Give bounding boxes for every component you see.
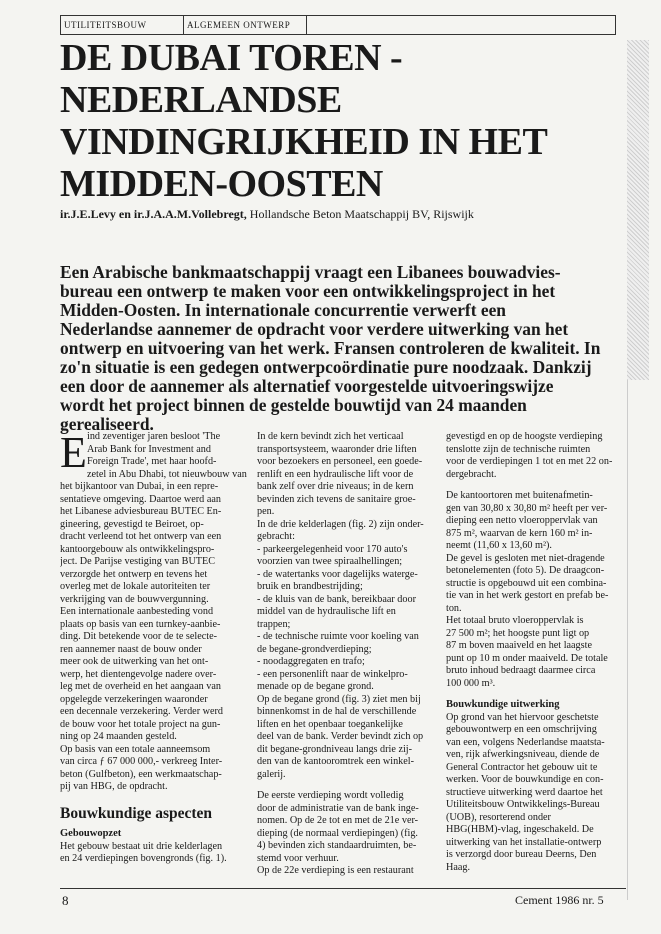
- text-line: sentatieve omgeving. Daartoe werd aan: [60, 493, 221, 505]
- text-line: overleg met de lokale autoriteiten ter: [60, 581, 211, 592]
- text-line: kantoorgebouw als ontwikkelingspro-: [60, 543, 215, 555]
- text-line: trappen;: [257, 618, 291, 630]
- text-line: pen.: [257, 506, 275, 517]
- text-line: 100 000 m³.: [446, 677, 496, 689]
- text-line: galerij.: [257, 768, 286, 780]
- text-line: punt op 10 m onder maaiveld. De totale: [446, 652, 608, 664]
- column-1: [60, 428, 247, 866]
- text-line: menade op de begane grond.: [257, 681, 374, 692]
- text-line: gebracht:: [257, 531, 295, 542]
- text-line: plaats op basis van een turnkey-aanbie-: [60, 618, 221, 630]
- section-heading: Bouwkundige aspecten: [60, 804, 213, 822]
- article-title: [60, 37, 620, 205]
- text-line: de begane-grondverdieping;: [257, 643, 372, 655]
- lead-paragraph: [60, 263, 626, 434]
- tab-algemeen-ontwerp: ALGEMEEN ONTWERP: [184, 16, 307, 34]
- text-line: dieping een netto vloeroppervlak van: [446, 515, 598, 526]
- text-line: 87 m boven maaiveld en het laagste: [446, 640, 592, 651]
- text-line: liften en het openbaar toegankelijke: [257, 718, 403, 730]
- lead-line: gerealiseerd.: [60, 414, 154, 434]
- text-line: pij van HBG, de opdracht.: [60, 781, 168, 792]
- text-line: ton.: [446, 602, 462, 614]
- text-line: de bouw voor het totale project na gun-: [60, 718, 221, 730]
- text-line: ding. Dit betekende voor de te selecte-: [60, 631, 217, 642]
- text-line: van circa ƒ 67 000 000,- verkreeg Inter-: [60, 756, 223, 767]
- text-line: dieping (de normaal verdiepingen) (fig.: [257, 827, 418, 839]
- text-line: het Libanese adviesbureau BUTEC En-: [60, 506, 222, 517]
- text-line: bruik en brandbestrijding;: [257, 581, 363, 592]
- text-line: voorzien van twee spiraalhellingen;: [257, 556, 403, 567]
- column-2-paragraph-2: [257, 790, 437, 878]
- text-line: 4) bevinden zich standaardruimten, be-: [257, 840, 417, 851]
- text-line: van een, volgens Nederlandse maatsta-: [446, 736, 605, 748]
- text-line: Het gebouw bestaat uit drie kelderlagen: [60, 840, 223, 852]
- journal-reference: Cement 1986 nr. 5: [515, 893, 604, 907]
- text-line: ren aannemer naast de bouw onder: [60, 643, 202, 655]
- text-line: voor de verdiepingen 1 tot en met 22 on-: [446, 456, 613, 467]
- text-line: dit begane-grondniveau langs drie zij-: [257, 743, 413, 755]
- text-line: door de administratie van de bank inge-: [257, 802, 419, 814]
- text-line: verkrijging van de bouwvergunning.: [60, 593, 209, 605]
- title-line: DE DUBAI TOREN -: [60, 37, 403, 79]
- text-line: den van de kantooromtrek een winkel-: [257, 756, 415, 767]
- text-line: leg met de overheid en het aangaan van: [60, 681, 221, 692]
- text-line: - noodaggregaten en trafo;: [257, 656, 365, 667]
- title-line: VINDINGRIJKHEID IN HET: [60, 121, 548, 163]
- text-line: meer ook de uitwerking van het ont-: [60, 656, 209, 667]
- author-line: [60, 207, 620, 222]
- text-line: HBG(HBM)-vlag, ingeschakeld. De: [446, 824, 594, 835]
- text-line: ven, rijk afwerkingsniveau, diende de: [446, 749, 600, 760]
- sub-heading: Bouwkundige uitwerking: [446, 699, 560, 710]
- lead-line: wordt het project binnen de gestelde bouwtijd van 24 maanden: [60, 395, 527, 415]
- tab-utiliteitsbouw: UTILITEITSBOUW: [61, 16, 184, 34]
- lead-line: bureau een ontwerp te maken voor een ontwikkelingsproject in het: [60, 281, 556, 301]
- text-line: In de kern bevindt zich het verticaal: [257, 431, 404, 442]
- column-2: [257, 431, 437, 878]
- footer-rule: [60, 888, 626, 889]
- column-2-paragraph-1: [257, 431, 437, 781]
- text-line: verzorgde het ontwerp en tevens het: [60, 568, 208, 580]
- text-line: gineering, gevestigd te Beiroet, op-: [60, 518, 204, 530]
- text-line: werp, het dientengevolge nadere over-: [60, 668, 217, 680]
- text-line: Arab Bank for Investment and: [87, 443, 211, 455]
- text-line: gen van 30,80 x 30,80 m² heeft per ver-: [446, 502, 608, 514]
- text-line: deel van de bank. Verder bevindt zich op: [257, 731, 424, 742]
- text-line: - de watertanks voor dagelijks waterge-: [257, 568, 418, 580]
- text-line: transportsysteem, waaronder drie liften: [257, 443, 417, 455]
- text-line: Haag.: [446, 861, 471, 873]
- text-line: opgelegde verzekeringen waaronder: [60, 693, 208, 705]
- text-line: bevinden zich tevens de sanitaire groe-: [257, 493, 416, 505]
- text-line: gebouwontwerp en een omschrijving: [446, 724, 597, 735]
- lead-line: zo'n situatie is een gedegen ontwerpcoördinatie pure noodzaak. Dankzij: [60, 357, 592, 377]
- text-line: een decennale verzekering. Verder werd: [60, 706, 223, 717]
- text-line: 875 m², waarvan de kern 160 m² in-: [446, 527, 593, 539]
- text-line: Utiliteitsbouw Ontwikkelings-Bureau: [446, 799, 600, 810]
- text-line: gevestigd en op de hoogste verdieping: [446, 431, 603, 442]
- lead-line: Nederlandse aannemer de opdracht voor verdere uitwerking van het: [60, 319, 569, 339]
- text-line: neemt (11,60 x 13,60 m²).: [446, 540, 552, 551]
- column-3: [446, 431, 624, 874]
- text-line: nomen. Op de 2e tot en met de 21e ver-: [257, 815, 419, 826]
- text-line: dergebracht.: [446, 468, 497, 480]
- column-3-paragraph-2: [446, 490, 624, 690]
- text-line: dracht verleend tot het ontwerp van een: [60, 531, 222, 542]
- text-line: - parkeergelegenheid voor 170 auto's: [257, 543, 408, 555]
- text-line: ject. De Parijse vestiging van BUTEC: [60, 556, 216, 567]
- page-number: 8: [62, 893, 69, 908]
- author-names: ir.J.E.Levy en ir.J.A.A.M.Vollebregt,: [60, 207, 247, 221]
- text-line: werken. Voor de bouwkundige en con-: [446, 774, 604, 785]
- text-line: Op basis van een totale aanneemsom: [60, 743, 211, 755]
- text-line: structieve uitwerking werd daartoe het: [446, 786, 603, 798]
- text-line: (UOB), resorterend onder: [446, 811, 551, 823]
- text-line: is verzorgd door bureau Deerns, Den: [446, 849, 597, 860]
- text-line: Op de begane grond (fig. 3) ziet men bij: [257, 693, 421, 705]
- section-tabs: [60, 15, 616, 35]
- text-line: uitwerking van het installatie-ontwerp: [446, 836, 602, 848]
- author-affiliation: Hollandsche Beton Maatschappij BV, Rijswijk: [246, 207, 474, 221]
- text-line: tie van in het werk gestort en prefab be-: [446, 590, 609, 601]
- sub-heading: Gebouwopzet: [60, 828, 122, 839]
- text-line: structie is opgebouwd uit een combina-: [446, 577, 607, 589]
- text-line: General Contractor het gebouw uit te: [446, 761, 598, 773]
- text-line: zetel in Abu Dhabi, tot nieuwbouw van: [87, 468, 247, 480]
- text-line: en 24 verdiepingen bovengronds (fig. 1).: [60, 853, 227, 864]
- text-line: 27 500 m²; het hoogste punt ligt op: [446, 627, 590, 639]
- text-line: beton (Gulfbeton), een werkmaatschap-: [60, 768, 222, 780]
- title-line: NEDERLANDSE: [60, 79, 342, 121]
- column-1-paragraph-2: [60, 841, 247, 866]
- text-line: binnenkomst in de hal de verschillende: [257, 706, 417, 717]
- text-line: Op grond van het hiervoor geschetste: [446, 711, 599, 723]
- text-line: middel van de hydraulische lift en: [257, 606, 396, 617]
- column-3-paragraph-3: [446, 712, 624, 875]
- column-3-paragraph-1: [446, 431, 624, 481]
- text-line: tenslotte zijn de technische ruimten: [446, 443, 591, 455]
- text-line: ind zeventiger jaren besloot 'The: [87, 431, 221, 442]
- lead-line: een door de aannemer als alternatief voorgestelde uitvoeringswijze: [60, 376, 554, 396]
- text-line: bruto inhoud bedraagt daarmee circa: [446, 665, 596, 676]
- text-line: - de technische ruimte voor koeling van: [257, 631, 419, 642]
- text-line: bank zelf over drie niveaus; in de kern: [257, 481, 414, 492]
- text-line: - een personenlift naar de winkelpro-: [257, 668, 408, 680]
- text-line: Op de 22e verdieping is een restaurant: [257, 865, 414, 876]
- text-line: stemd voor verhuur.: [257, 852, 339, 864]
- lead-line: ontwerp en uitvoering van het werk. Fransen controleren de kwaliteit. In: [60, 338, 601, 358]
- text-line: De kantoortoren met buitenafmetin-: [446, 490, 593, 501]
- text-line: het bijkantoor van Dubai, in een repre-: [60, 481, 219, 492]
- lead-line: Een Arabische bankmaatschappij vraagt een Libanees bouwadvies-: [60, 262, 561, 282]
- text-line: ning op 24 maanden gesteld.: [60, 731, 177, 742]
- column-1-paragraph-1: [60, 428, 247, 794]
- lead-line: Midden-Oosten. In internationale concurrentie verwerft een: [60, 300, 506, 320]
- title-line: MIDDEN-OOSTEN: [60, 163, 383, 205]
- text-line: De gevel is gesloten met niet-dragende: [446, 552, 605, 564]
- drop-cap: E: [60, 428, 87, 477]
- text-line: De eerste verdieping wordt volledig: [257, 790, 404, 801]
- text-line: In de drie kelderlagen (fig. 2) zijn onder-: [257, 518, 424, 530]
- text-line: voor bezoekers en personeel, een goede-: [257, 456, 423, 467]
- text-line: Het totaal bruto vloeroppervlak is: [446, 615, 584, 626]
- text-line: renlift en een hydraulische lift voor de: [257, 468, 414, 480]
- text-line: Foreign Trade', met haar hoofd-: [87, 456, 217, 467]
- text-line: - de kluis van de bank, bereikbaar door: [257, 593, 416, 605]
- page-edge-texture: [627, 40, 649, 380]
- text-line: betonelementen (foto 5). De draagcon-: [446, 565, 605, 576]
- text-line: Een internationale aanbesteding vond: [60, 606, 214, 617]
